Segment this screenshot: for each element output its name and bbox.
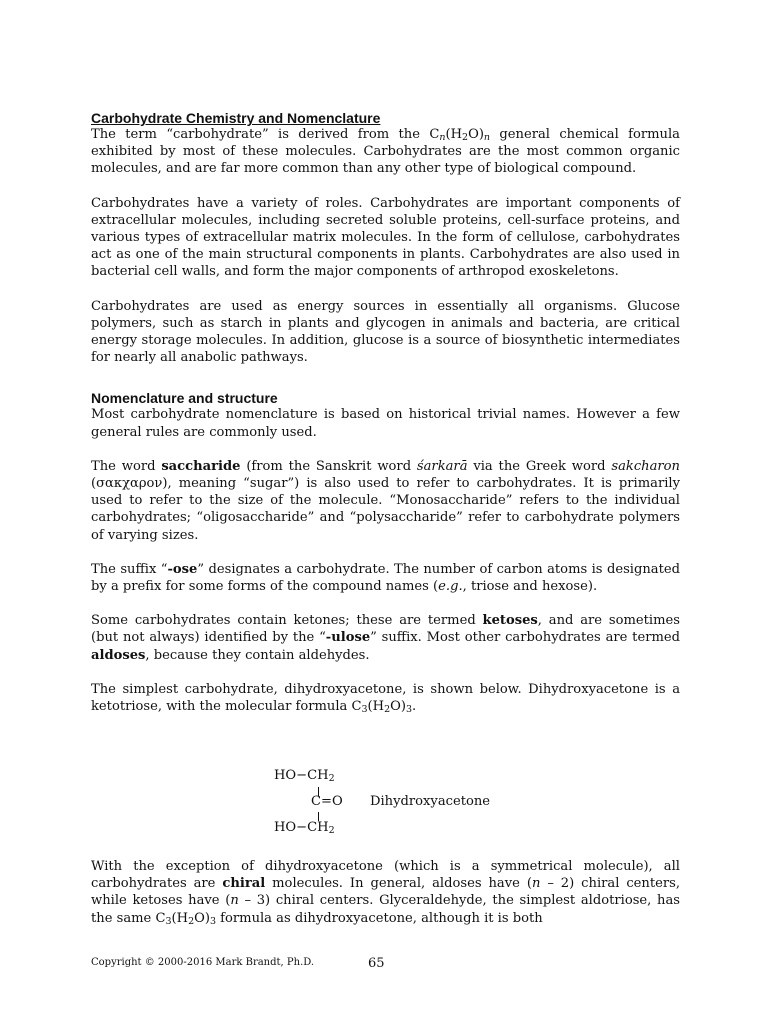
page-title: Carbohydrate Chemistry and Nomenclature	[91, 110, 381, 126]
paragraph-chiral: With the exception of dihydroxyacetone (which is a symmetrical molecule), all carbohydrates are chiral molecules. In general, aldoses have (n – 2) chiral centers, while ketoses have (n – 3) chiral centers. Glyceraldehyde, the simplest aldotriose, has the same $C_3(H_2O)_3$ formula as dihydroxyacetone, although it is both	[91, 859, 680, 927]
paragraph-dihydroxyacetone: The simplest carbohydrate, dihydroxyacetone, is shown below. Dihydroxyacetone is a ketotriose, with the molecular formula $C_3(H_2O)_3$.	[91, 681, 680, 716]
document-body	[91, 110, 680, 715]
paragraph-intro-3: Carbohydrates are used as energy sources in essentially all organisms. Glucose polymers, such as starch in plants and glycogen in animals and bacteria, are critical energy storage molecules. In addition, glucose is a source of biosynthetic intermediates for nearly all anabolic pathways.	[91, 298, 680, 366]
structure-row-2: C=O	[311, 794, 343, 809]
paragraph-intro-1: The term “carbohydrate” is derived from the $C_n(H_2O)_n$ general chemical formula exhibited by most of these molecules. Carbohydrates are the most common organic molecules, and are far more common than any other type of biological compound.	[91, 127, 680, 177]
section-heading: Nomenclature and structure	[91, 390, 278, 407]
document-body-continued	[91, 858, 680, 927]
paragraph-ketoses: Some carbohydrates contain ketones; these are termed ketoses, and are sometimes (but not always) identified by the “-ulose” suffix. Most other carbohydrates are termed aldoses, because they contain aldehydes.	[91, 613, 680, 663]
paragraph-saccharide: The word saccharide (from the Sanskrit word śarkarā via the Greek word sakcharon (σακχαρον), meaning “sugar”) is also used to refer to carbohydrates. It is primarily used to refer to the size of the molecule. “Monosaccharide” refers to the individual carbohydrates; “oligosaccharide” and “polysaccharide” refer to carbohydrate polymers of varying sizes.	[91, 458, 680, 543]
structure-row-3: $HO-CH_2$	[274, 820, 335, 836]
structure-row-1: $HO-CH_2$	[274, 768, 335, 784]
page-number: 65	[368, 956, 385, 971]
paragraph-intro-2: Carbohydrates have a variety of roles. Carbohydrates are important components of extracellular molecules, including secreted soluble proteins, cell-surface proteins, and various types of extracellular matrix molecules. In the form of cellulose, carbohydrates act as one of the main structural components in plants. Carbohydrates are also used in bacterial cell walls, and form the major components of arthropod exoskeletons.	[91, 195, 680, 280]
structure-label: Dihydroxyacetone	[370, 794, 491, 809]
paragraph-nomenclature-1: Most carbohydrate nomenclature is based on historical trivial names. However a few general rules are commonly used.	[91, 407, 680, 440]
copyright-footer: Copyright © 2000-2016 Mark Brandt, Ph.D.	[91, 957, 315, 968]
paragraph-suffix: The suffix “-ose” designates a carbohydrate. The number of carbon atoms is designated by a prefix for some forms of the compound names (e.g., triose and hexose).	[91, 561, 680, 595]
